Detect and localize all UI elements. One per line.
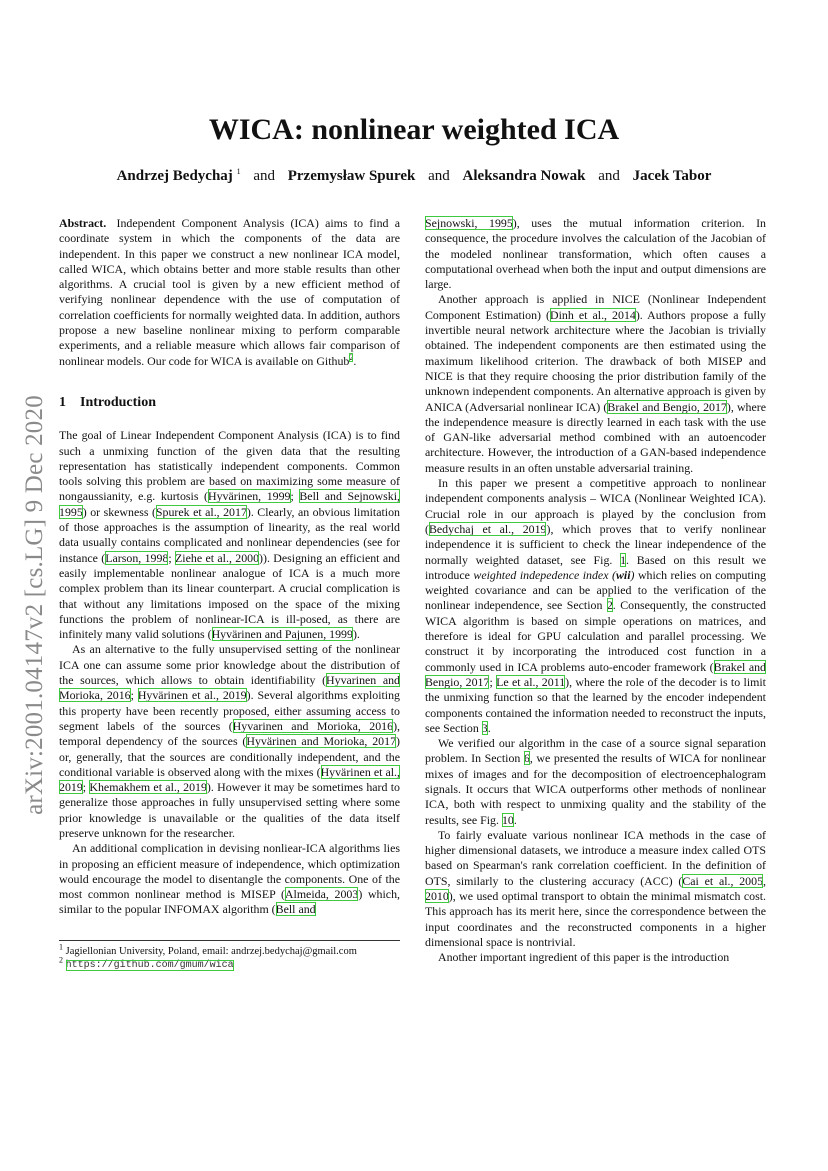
text-run: ,	[763, 873, 766, 888]
emphasis: weighted indepedence index (	[473, 567, 616, 582]
paragraph	[425, 828, 766, 950]
text-run: which relies on computing weighted covariance and can be applied to the verification of the nonlinear independence, see Section	[425, 567, 766, 613]
citation-link[interactable]: Hyvarinen and Morioka, 2016	[59, 673, 400, 703]
author-separator: and	[598, 168, 620, 184]
text-run: .	[353, 353, 357, 368]
abstract-text: Independent Component Analysis (ICA) aims to find a coordinate system in which the components of the data are independent. In this paper we construct a new nonlinear ICA model, called WICA, which obtains better and more stable results than other algorithms. A crucial tool is given by a new efficient method of verifying nonlinear dependence with the use of computation of correlation coefficients for normally weighted data. In addition, authors propose a new baseline nonlinear mixing to perform comparable experiments, and a reliable measure which allows fair comparison of nonlinear models. Our code for WICA is available on Github	[59, 216, 400, 368]
text-run: , we presented the results of WICA for nonlinear mixes of images and for the decomposition of electroencephalogram signals. It occurs that WICA outperforms other methods of nonlinear ICA, both with respect to unmixing quality and the stability of the results, see Fig.	[425, 751, 766, 827]
author-list	[0, 168, 828, 185]
text-run: ). However it may be sometimes hard to generalize those approaches in fully unsupervised setting where some prior knowledge is unavailable or the qualities of the data itself preserve unknown for the researcher.	[59, 780, 400, 840]
paragraph	[425, 476, 766, 736]
text-run: An additional complication in devising nonliear-ICA algorithms lies in proposing an efficient measure of independence, which optimization would encourage the model to disentangle the components. One of the most common nonlinear method is MISEP (	[59, 841, 400, 902]
citation-link[interactable]: Hyvarinen and Morioka, 2016	[232, 718, 394, 733]
github-link[interactable]: https://github.com/gmum/wica	[65, 960, 234, 971]
paper-title: WICA: nonlinear weighted ICA	[208, 113, 620, 146]
author-separator: and	[253, 168, 275, 184]
text-run: ) or, generally, that the sources are conditionally independent, and the conditional variable is observed along with the mixes (	[59, 734, 400, 779]
citation-link[interactable]: Hyvärinen et al., 2019	[137, 688, 247, 703]
text-run: ;	[489, 674, 497, 689]
emphasis-bold: wii	[615, 567, 631, 582]
text-run: In this paper we present a competitive approach to nonlinear independent components analysis – WICA (Nonlinear Weighted ICA). Crucial role in our approach is played by the conclusion from (	[425, 476, 766, 536]
paragraph	[425, 216, 766, 292]
text-run: . Based on this result we introduce	[425, 552, 766, 582]
section-ref-link[interactable]: 6	[523, 751, 530, 766]
text-run: ) which, similar to the popular INFOMAX algorithm (	[59, 887, 400, 917]
footnote-link[interactable]: 2	[349, 352, 354, 362]
text-run: ;	[82, 780, 90, 795]
text-run: ), which proves that to verify nonlinear independence it is sufficient to check the linear independence of the normally weighted dataset, see Fig.	[425, 521, 766, 567]
citation-link[interactable]: Bedychaj et al., 2019	[428, 521, 547, 536]
paragraph	[59, 428, 400, 642]
text-run: ), where the independence measure is directly learned in each task with the use of GAN-like adversarial method combined with an autoencoder architecture. However, the introduction of a GAN-based independence measure results in an often unstable adversarial training.	[425, 399, 767, 475]
citation-link[interactable]: Spurek et al., 2017	[155, 504, 247, 519]
paragraph	[59, 841, 400, 917]
author-separator: and	[428, 168, 450, 184]
text-run: . Consequently, the constructed WICA algorithm is based on simple operations on matrices, and therefore is ideal for GPU calculation and parallel processing. We construct it by incorporating the introduced cost function in a commonly used in ICA problems auto-encoder framework (	[425, 598, 766, 674]
text-run: We verified our algorithm in the case of a source signal separation problem. In Section	[425, 736, 766, 766]
footnote-2	[59, 955, 400, 972]
section-number: 1	[59, 394, 66, 410]
citation-link[interactable]: Brakel and Bengio, 2017	[607, 399, 727, 414]
text-run: ), where the role of the decoder is to limit the unmixing function so that the learned by the encoder independent components contained the information needed to reconstruct the inputs, see Section	[425, 674, 766, 735]
text-run: Another important ingredient of this paper is the introduction	[438, 950, 730, 965]
author-name: Andrzej Bedychaj	[116, 168, 233, 184]
paragraph	[425, 292, 766, 476]
citation-link[interactable]: Bell and Sejnowski, 1995	[59, 489, 400, 519]
text-run: ), uses the mutual information criterion. In consequence, the procedure involves the calculation of the Jacobian of the modeled nonlinear transformation, which often causes a computational overhead when both the input and output dimensions are large.	[425, 216, 766, 292]
text-run: ). Authors propose a fully invertible neural network architecture where the Jacobian is trivially obtained. The independent components are then estimated using the maximum likelihood criterion. The drawback of both MISEP and NICE is that they require choosing the prior distribution family of the unknown independent components. An alternative approach is given by ANICA (Adversarial nonlinear ICA) (	[425, 307, 766, 414]
citation-link[interactable]: Hyvärinen and Morioka, 2017	[246, 734, 397, 749]
section-heading	[59, 395, 400, 410]
figure-ref-link[interactable]: 1	[620, 552, 627, 567]
citation-link[interactable]: Dinh et al., 2014	[550, 307, 636, 322]
text-run: ;	[130, 688, 138, 703]
citation-link[interactable]: Ziehe et al., 2000	[175, 550, 260, 565]
arxiv-id-text: arXiv:2001.04147v2 [cs.LG] 9 Dec 2020	[21, 395, 48, 815]
footnotes	[59, 940, 400, 972]
left-column	[59, 216, 400, 918]
arxiv-identifier	[20, 370, 50, 840]
text-run: To fairly evaluate various nonlinear ICA methods in the case of higher dimensional datasets, we introduce a measure index called OTS based on Spearman's rank correlation coefficient. In the definition of OTS, similarly to the clustering accuracy (ACC) (	[425, 827, 766, 888]
citation-link[interactable]: Almeida, 2003	[284, 887, 359, 902]
figure-ref-link[interactable]: 10	[501, 812, 514, 827]
citation-link[interactable]: Hyvärinen and Pajunen, 1999	[211, 627, 353, 642]
citation-link[interactable]: 2010	[425, 889, 449, 904]
right-column	[425, 216, 766, 966]
emphasis: )	[630, 567, 635, 582]
text-run: .	[513, 812, 517, 827]
text-run: ;	[290, 489, 300, 504]
citation-link[interactable]: Cai et al., 2005	[682, 873, 764, 888]
abstract-label: Abstract.	[59, 216, 107, 230]
text-run: ), we used optimal transport to obtain the minimal mismatch cost. This approach has its merit here, since the correspondence between the input coordinates and the reconstructed components in a higher dimensional space is nontrivial.	[425, 889, 766, 949]
citation-link[interactable]: Larson, 1998	[105, 550, 169, 565]
citation-link[interactable]: Hyvärinen, 1999	[208, 489, 291, 504]
section-ref-link[interactable]: 2	[606, 598, 613, 613]
text-run: ).	[352, 627, 360, 642]
text-run: As an alternative to the fully unsupervised setting of the nonlinear ICA one can assume some prior knowledge about the distribution of the sources, which allows to obtain identifiability (	[59, 642, 400, 688]
text-run: )). Designing an efficient and easily implementable nonlinear analogue of ICA is a much more complex problem than its linear counterpart. A crucial complication is that without any limitations imposed on the space of the mixing functions the problem of nonlinear-ICA is ill-posed, as there are infinitely many valid solutions (	[59, 550, 400, 642]
abstract	[59, 216, 400, 369]
text-run: .	[487, 720, 491, 735]
section-title: Introduction	[80, 394, 156, 410]
footnote-1	[59, 942, 400, 958]
citation-link[interactable]: Brakel and Bengio, 2017	[425, 659, 766, 689]
text-run: ). Clearly, an obvious limitation of those approaches is the assumption of linearity, as the real world data usually contains complicated and nonlinear dependencies (see for instance (	[59, 504, 400, 565]
citation-link[interactable]: Bell and	[275, 902, 316, 917]
text-run: Another approach is applied in NICE (Nonlinear Independent Component Estimation) (	[425, 292, 766, 322]
footnote-mark: 1	[59, 942, 63, 952]
paragraph	[59, 642, 400, 841]
section-ref-link[interactable]: 3	[481, 720, 488, 735]
footnote-text: Jagiellonian University, Poland, email: andrzej.bedychaj@gmail.com	[63, 946, 357, 957]
footnote-mark: 2	[59, 955, 63, 965]
text-run: The goal of Linear Independent Component Analysis (ICA) is to find such a unmixing function of the given data that the resulting representation has statistically independent components. Common tools solving this problem are based on maximizing some measure of nongaussianity, e.g. kurtosis (	[59, 428, 400, 504]
author-name: Przemysław Spurek	[287, 168, 416, 184]
citation-link[interactable]: Khemakhem et al., 2019	[89, 780, 207, 795]
citation-link[interactable]: Le et al., 2011	[496, 674, 566, 689]
paragraph	[425, 950, 766, 965]
author-name: Aleksandra Nowak	[462, 168, 586, 184]
citation-link[interactable]: Hyvärinen et al., 2019	[59, 764, 400, 795]
paragraph	[425, 736, 766, 828]
author-name: Jacek Tabor	[632, 168, 712, 184]
footnote-mark[interactable]: 1	[236, 167, 241, 176]
text-run: ;	[168, 550, 176, 565]
citation-link[interactable]: Sejnowski, 1995	[425, 216, 513, 230]
text-run: ) or skewness (	[82, 504, 156, 519]
text-run: ), temporal dependency of the sources (	[59, 718, 400, 749]
text-run: ). Several algorithms exploiting this property have been recently proposed, either assuming access to segment labels of the sources (	[59, 688, 400, 733]
